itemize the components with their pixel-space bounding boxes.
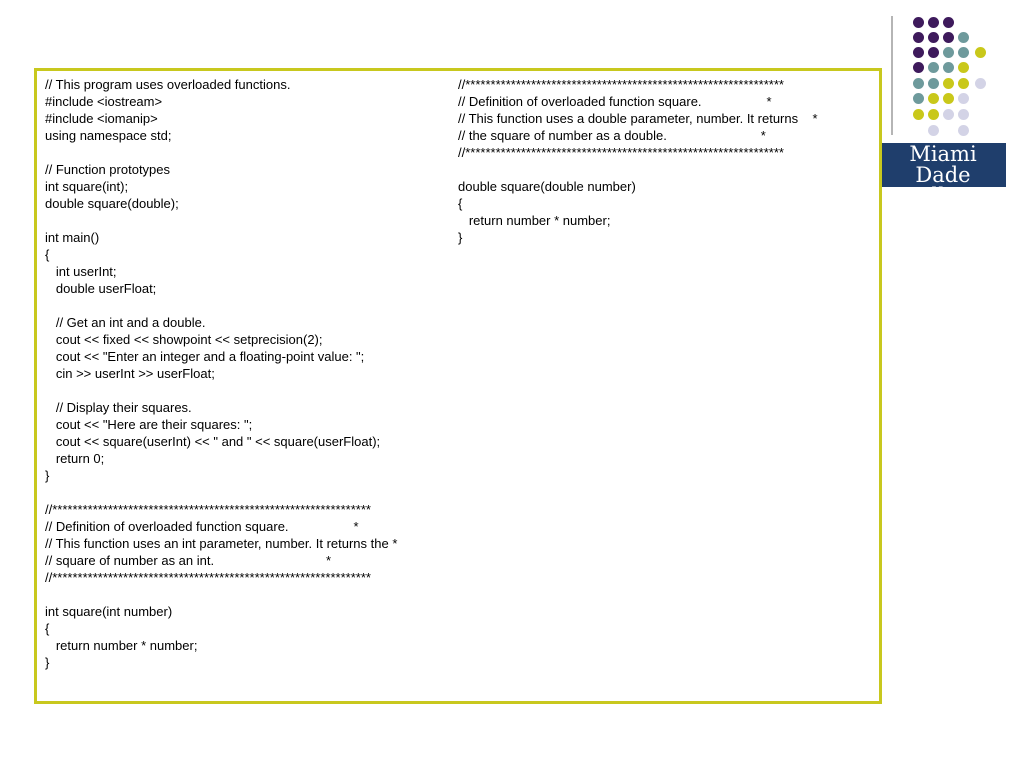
code-line: return 0; — [45, 451, 105, 466]
code-line: // the square of number as a double. * — [458, 128, 766, 143]
decorative-dot — [928, 32, 939, 43]
code-line: double userFloat; — [45, 281, 157, 296]
decorative-dot — [928, 125, 939, 136]
code-line — [45, 586, 397, 603]
code-listing-frame — [34, 68, 882, 704]
decorative-dot — [975, 47, 986, 58]
decorative-dot — [913, 109, 924, 120]
decorative-dot — [928, 78, 939, 89]
code-line: // Display their squares. — [45, 400, 192, 415]
code-line: } — [458, 230, 463, 245]
decorative-dot — [928, 17, 939, 28]
decorative-dot — [943, 78, 954, 89]
code-line: // Function prototypes — [45, 162, 171, 177]
code-line: int square(int number) — [45, 604, 173, 619]
code-line: { — [458, 196, 463, 211]
code-line: // Get an int and a double. — [45, 315, 206, 330]
code-line: cout << square(userInt) << " and " << square(userFloat); — [45, 434, 381, 449]
decorative-dot — [913, 32, 924, 43]
code-line: // Definition of overloaded function square. * — [45, 519, 359, 534]
code-line: cout << "Here are their squares: "; — [45, 417, 253, 432]
code-line — [45, 297, 397, 314]
decorative-dot — [958, 125, 969, 136]
decorative-dot — [958, 78, 969, 89]
code-line: int main() — [45, 230, 100, 245]
code-line: using namespace std; — [45, 128, 172, 143]
code-line: //*************************************************************** — [458, 145, 784, 160]
code-line: { — [45, 621, 50, 636]
decorative-dot — [928, 93, 939, 104]
logo-line-2: College — [902, 184, 984, 208]
decorative-dot — [958, 32, 969, 43]
decorative-dot — [943, 62, 954, 73]
code-line — [45, 484, 397, 501]
code-line: int square(int); — [45, 179, 129, 194]
code-line: #include <iomanip> — [45, 111, 158, 126]
code-line: double square(double number) — [458, 179, 636, 194]
code-line: cin >> userInt >> userFloat; — [45, 366, 215, 381]
code-line: return number * number; — [458, 213, 611, 228]
decorative-dot — [943, 47, 954, 58]
code-line: } — [45, 468, 50, 483]
code-line: double square(double); — [45, 196, 179, 211]
decorative-dot — [958, 109, 969, 120]
code-line: #include <iostream> — [45, 94, 163, 109]
code-line: //*************************************************************** — [45, 502, 371, 517]
code-line: // This function uses an int parameter, number. It returns the * — [45, 536, 398, 551]
code-line: } — [45, 655, 50, 670]
code-column-right — [458, 76, 818, 246]
decorative-dot — [943, 109, 954, 120]
code-line — [45, 382, 397, 399]
code-line: // square of number as an int. * — [45, 553, 332, 568]
decorative-dot — [913, 47, 924, 58]
code-line: //*************************************************************** — [45, 570, 371, 585]
decorative-dot — [913, 78, 924, 89]
code-line: int userInt; — [45, 264, 117, 279]
decorative-dot — [975, 78, 986, 89]
code-line: { — [45, 247, 50, 262]
code-line: //*************************************************************** — [458, 77, 784, 92]
miami-dade-college-logo — [880, 142, 1006, 208]
code-line: // Definition of overloaded function square. * — [458, 94, 772, 109]
vertical-divider — [891, 16, 893, 135]
code-line — [45, 212, 397, 229]
decorative-dot — [928, 109, 939, 120]
code-line: // This program uses overloaded functions. — [45, 77, 291, 92]
code-line: cout << "Enter an integer and a floating-point value: "; — [45, 349, 365, 364]
code-line: cout << fixed << showpoint << setprecision(2); — [45, 332, 323, 347]
decorative-dot — [928, 62, 939, 73]
decorative-dot — [943, 93, 954, 104]
code-line — [45, 144, 397, 161]
decorative-dot — [958, 62, 969, 73]
decorative-dot — [958, 93, 969, 104]
decorative-dot — [913, 62, 924, 73]
decorative-dot — [943, 17, 954, 28]
decorative-dot — [928, 47, 939, 58]
code-line: // This function uses a double parameter, number. It returns * — [458, 111, 818, 126]
logo-line-1: Miami Dade — [909, 142, 977, 187]
code-line — [458, 161, 818, 178]
code-line: return number * number; — [45, 638, 198, 653]
decorative-dot — [943, 32, 954, 43]
decorative-dot — [913, 93, 924, 104]
decorative-dot — [958, 47, 969, 58]
decorative-dot — [913, 17, 924, 28]
code-column-left — [45, 76, 397, 671]
